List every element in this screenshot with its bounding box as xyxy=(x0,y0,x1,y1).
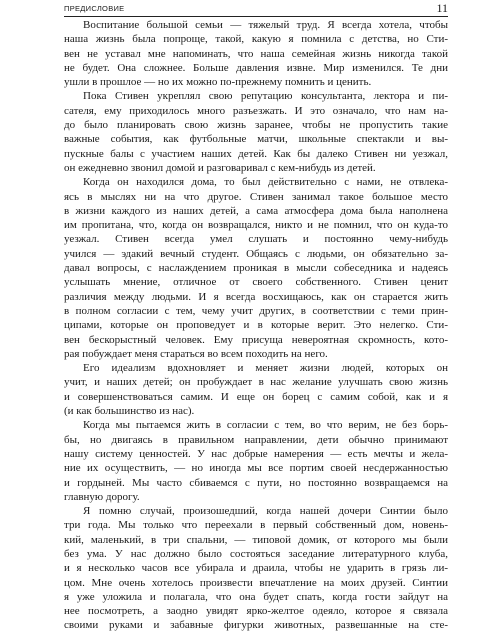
text-line: в полном согласии с тем, чему учит других, в соответствии с теми прин- xyxy=(64,304,448,317)
text-line: я уже уложила и полагала, что она будет спать, когда гости зайдут на xyxy=(64,590,448,603)
text-line: Когда он находился дома, то был действительно с нами, не отвлека- xyxy=(83,176,448,189)
text-line: важные события, как футбольные матчи, школьные спектакли и вы- xyxy=(64,133,448,146)
page-number: 11 xyxy=(436,1,448,15)
text-line: и гордыней. Мы часто сбиваемся с пути, но постоянно возвращаемся на xyxy=(64,476,448,489)
running-header xyxy=(64,2,448,17)
text-line: нашу систему ценностей. У нас добрые намерения — есть мечты и жела- xyxy=(64,447,448,460)
paragraph xyxy=(64,18,448,89)
text-line: различия между людьми. И я всегда восхищаюсь, как он старается жить xyxy=(64,290,448,303)
page-body xyxy=(64,18,448,633)
text-line: пускные балы с участием наших детей. Как бы далеко Стивен ни уезжал, xyxy=(64,147,448,160)
text-line: цом. Мне очень хотелось произвести впечатление на моих друзей. Синтии xyxy=(64,576,448,589)
text-line: Когда мы пытаемся жить в согласии с тем, во что верим, не без борь- xyxy=(83,419,448,432)
text-line: ципами, которые он проповедует и в которые верит. Это нелегко. Сти- xyxy=(64,319,448,332)
section-title: ПРЕДИСЛОВИЕ xyxy=(64,4,125,13)
text-line: Пока Стивен укреплял свою репутацию консультанта, лектора и пи- xyxy=(83,90,448,103)
text-line: рая побуждает меня стараться во всем походить на него. xyxy=(64,347,328,360)
text-line: уезжал. Стивен всегда умел слушать и постоянно чему-нибудь xyxy=(64,233,448,246)
text-line: учит, и наших детей; он пробуждает в нас желание улучшать свою жизнь xyxy=(64,376,448,389)
text-line: до было планировать свою жизнь заранее, чтобы не пропустить такие xyxy=(64,119,448,132)
text-line: без ума. У нас должно было состояться заседание литературного клуба, xyxy=(64,547,448,560)
text-line: три года. Мы только что переехали в первый собственный дом, новень- xyxy=(64,519,448,532)
text-line: вен бескорыстный человек. Ему присуща невероятная скромность, кото- xyxy=(64,333,448,346)
text-line: Я помню случай, произошедший, когда нашей дочери Синтии было xyxy=(83,505,448,518)
text-line: учился — эдакий вечный студент. Общаясь с людьми, он обязательно за- xyxy=(64,247,448,260)
text-line: услышать мнение, отличное от своего собственного. Стивен ценит xyxy=(64,276,448,289)
text-line: бы, но двигаясь в правильном направлении, дети обычно принимают xyxy=(64,433,448,446)
text-line: в жизни каждого из наших детей, а сама атмосфера дома была наполнена xyxy=(64,204,448,217)
text-line: ясь в мыслях ни на что другое. Стивен занимал такое большое место xyxy=(64,190,448,203)
paragraph xyxy=(64,504,448,633)
paragraph xyxy=(64,418,448,504)
paragraph xyxy=(64,175,448,361)
text-line: и я несколько часов все убирала и драила, чтобы не ударить в грязь ли- xyxy=(64,562,448,575)
text-line: кий, маленький, в три спальни, — типовой домик, от которого мы были xyxy=(64,533,448,546)
text-line: ушли в прошлое — но их можно по-прежнему помнить и ценить. xyxy=(64,76,372,89)
text-line: не будет. Она сложнее. Больше давления извне. Мир изменился. Те дни xyxy=(64,61,448,74)
text-line: нее посмотреть, а заодно увидят ярко-желтое одеяло, которое я связала xyxy=(64,605,448,618)
text-line: (и как большинство из нас). xyxy=(64,405,195,418)
text-line: наша жизнь была попроще, такой, какую я помнила с детства, но Сти- xyxy=(64,33,448,46)
paragraph xyxy=(64,361,448,418)
text-line: он ежедневно звонил домой и разговаривал с кем-нибудь из детей. xyxy=(64,161,376,174)
text-line: сателя, ему приходилось много разъезжать. И это означало, что нам на- xyxy=(64,104,448,117)
text-line: и совершенствоваться самим. И еще он борец с самим собой, как и я xyxy=(64,390,448,403)
text-line: главную дорогу. xyxy=(64,490,140,503)
text-line: давал вопросы, с наслаждением проникая в мысли собеседника и надеясь xyxy=(64,262,448,275)
text-line: Его идеализм вдохновляет и меняет жизни людей, которых он xyxy=(83,362,448,375)
text-line: ние их осуществить, — но иногда мы все портим своей несдержанностью xyxy=(64,462,448,475)
text-line: вен не уставал мне напоминать, что наша семейная жизнь никогда такой xyxy=(64,47,448,60)
text-line: Воспитание большой семьи — тяжелый труд. Я всегда хотела, чтобы xyxy=(83,19,448,31)
text-line: своими руками и забавные фигурки животных, развешанные на сте- xyxy=(64,619,448,632)
paragraph xyxy=(64,89,448,175)
text-line: им пропитана, что, когда он возвращался, никто и не помнил, что он куда-то xyxy=(64,219,448,232)
